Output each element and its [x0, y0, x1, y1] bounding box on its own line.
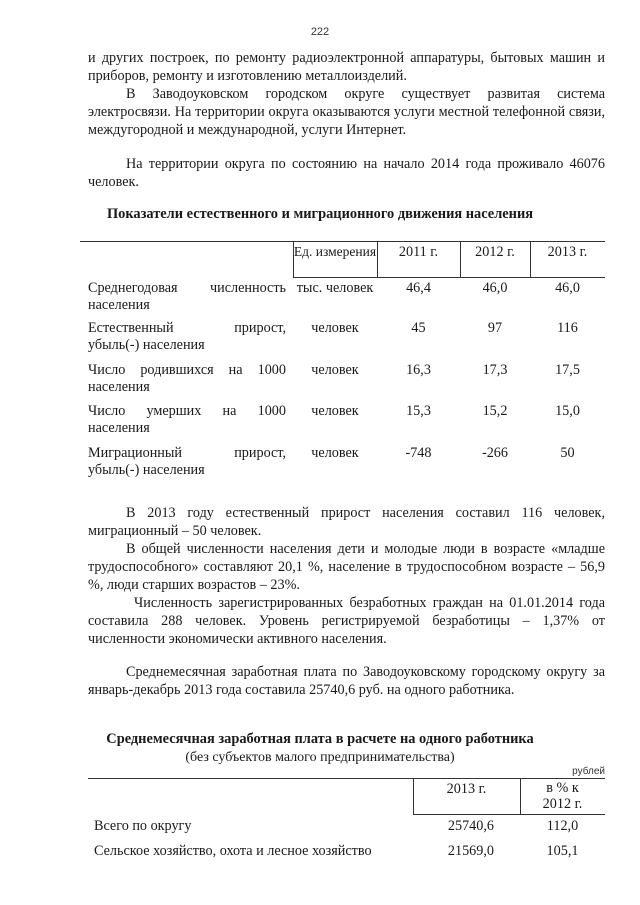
- header-unit: Ед. измерения: [293, 244, 377, 259]
- row-label: Всего по округу: [94, 818, 192, 834]
- header-2012: 2012 г.: [475, 244, 515, 260]
- row-label-line2: населения: [88, 297, 150, 313]
- row-label-line1: Число умерших на 1000: [88, 403, 286, 419]
- paragraph-repair-services: и других построек, по ремонту радиоэлектронной аппаратуры, бытовых машин и приборов, ремонту и изготовлению металлоизделий.: [88, 50, 605, 85]
- table1-top-rule: [80, 241, 605, 242]
- units-note: рублей: [572, 766, 605, 777]
- table2-subtitle: (без субъектов малого предпринимательства): [185, 750, 455, 765]
- value-2013: 50: [560, 445, 575, 461]
- row-label-line1: Среднегодовая численность: [88, 280, 286, 296]
- row-label: [88, 403, 286, 437]
- value-2012: 97: [487, 320, 503, 336]
- value-2011: 46,4: [406, 280, 431, 296]
- paragraph-unemployment: Численность зарегистрированных безработных граждан на 01.01.2014 года составила 288 человек. Уровень регистрируемой безработицы – 1,37% от численности экономически активного населения.: [88, 595, 605, 648]
- value-2013: 116: [557, 320, 578, 336]
- row-label-line2: убыль(-) населения: [88, 462, 205, 478]
- row-label-line1: Число родившихся на 1000: [88, 362, 286, 378]
- value-2012: 46,0: [482, 280, 508, 296]
- header-2013: 2013 г.: [547, 244, 588, 260]
- value-2011: 15,3: [406, 403, 431, 419]
- value-2011: -748: [405, 445, 432, 461]
- row-label-line1: Миграционный прирост,: [88, 445, 286, 461]
- value-2011: 16,3: [406, 362, 431, 378]
- value-pct: 105,1: [546, 843, 579, 859]
- row-unit: человек: [311, 403, 359, 419]
- header-2011: 2011 г.: [398, 244, 439, 260]
- row-unit: человек: [311, 320, 359, 336]
- row-label-line1: Естественный прирост,: [88, 320, 286, 336]
- table1-title: Показатели естественного и миграционного движения населения: [106, 206, 534, 222]
- paragraph-telecom: В Заводоуковском городском округе существует развитая система электросвязи. На территории округа оказываются услуги местной телефонной связи, междугородной и международной, услуги Интернет.: [88, 86, 605, 139]
- value-2012: 15,2: [482, 403, 508, 419]
- row-label: [88, 320, 286, 354]
- header-pct-line1: в % к: [546, 780, 579, 796]
- header-pct-line2: 2012 г.: [542, 796, 583, 812]
- page-number: 222: [310, 26, 330, 38]
- table1-header-rule: [293, 277, 605, 278]
- row-unit: человек: [311, 362, 359, 378]
- value-2013: 21569,0: [447, 843, 494, 859]
- row-label: [88, 362, 286, 396]
- row-label-line2: убыль(-) населения: [88, 337, 205, 353]
- row-label: [88, 280, 286, 314]
- value-2012: 17,3: [482, 362, 508, 378]
- value-pct: 112,0: [546, 818, 579, 834]
- row-unit: тыс. человек: [296, 280, 374, 296]
- row-label-line2: населения: [88, 379, 150, 395]
- value-2013: 46,0: [555, 280, 580, 296]
- row-label: Сельское хозяйство, охота и лесное хозяйство: [94, 843, 372, 859]
- row-label: [88, 445, 286, 479]
- paragraph-age-structure: В общей численности населения дети и молодые люди в возрасте «младше трудоспособного» составляют 20,1 %, население в трудоспособном возрасте – 56,9 %, люди старших возрастов – 23%.: [88, 541, 605, 594]
- table2-top-rule: [88, 778, 605, 779]
- table2-title: Среднемесячная заработная плата в расчете на одного работника: [106, 731, 534, 747]
- table2-header-rule: [413, 814, 605, 815]
- paragraph-salary: Среднемесячная заработная плата по Заводоуковскому городскому округу за январь-декабрь 2013 года составила 25740,6 руб. на одного работника.: [88, 664, 605, 699]
- value-2013: 17,5: [555, 362, 580, 378]
- value-2013: 25740,6: [447, 818, 494, 834]
- paragraph-population: На территории округа по состоянию на начало 2014 года проживало 46076 человек.: [88, 156, 605, 191]
- paragraph-natural-growth: В 2013 году естественный прирост населения составил 116 человек, миграционный – 50 человек.: [88, 505, 605, 540]
- value-2012: -266: [481, 445, 508, 461]
- row-label-line2: населения: [88, 420, 150, 436]
- header-2013: 2013 г.: [446, 781, 487, 797]
- value-2013: 15,0: [555, 403, 580, 419]
- value-2011: 45: [411, 320, 426, 336]
- row-unit: человек: [311, 445, 359, 461]
